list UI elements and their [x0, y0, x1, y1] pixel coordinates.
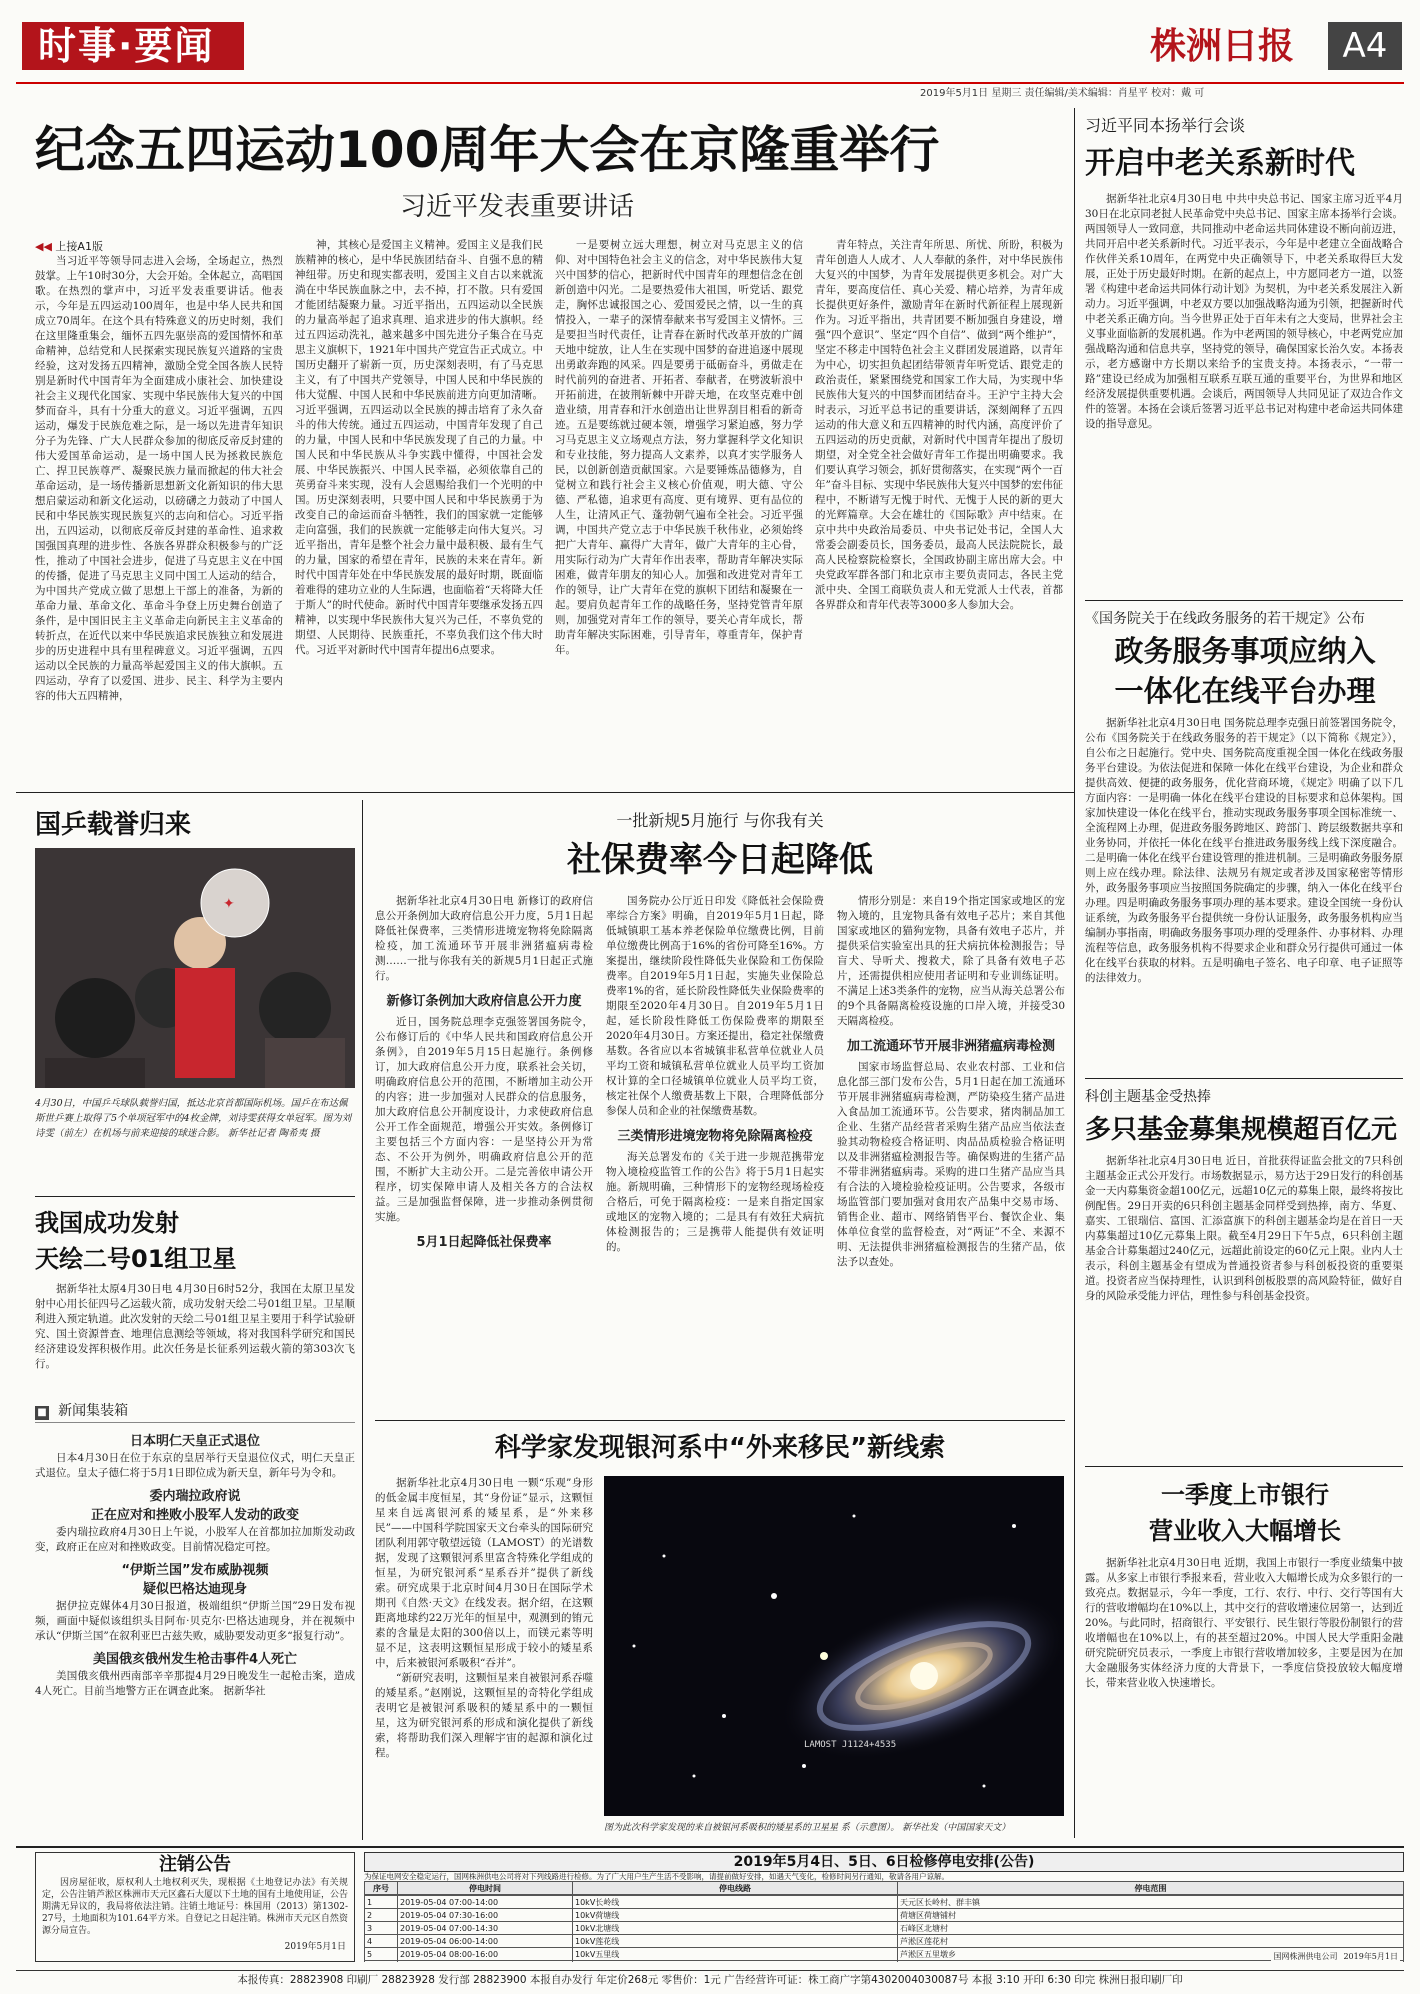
kechuang-title: 多只基金募集规模超百亿元 [1085, 1115, 1398, 1145]
divider [1085, 600, 1403, 601]
dateline: 2019年5月1日 星期三 责任编辑/美术编辑：肖星平 校对：戴 可 [920, 88, 1205, 99]
pingpong-photo-svg [35, 848, 355, 1088]
galaxy-caption: 图为此次科学家发现的来自被银河系吸积的矮星系的卫星星 系（示意图）。 新华社发（中国国家天文） [604, 1823, 1011, 1833]
table-cell: 芦淞区莲花村 [898, 1935, 1404, 1948]
xi-talks-title: 开启中老关系新时代 [1085, 146, 1355, 181]
xi-talks-body: 据新华社北京4月30日电 中共中央总书记、国家主席习近平4月30日在北京同老挝人民革命党中央总书记、国家主席本扬举行会谈。两国领导人一致同意，共同推动中老命运共同体建设不断向前迈进，共同开启中老关系新时代。习近平表示，今年是中老建立全面战略合作伙伴关系10周年，在两党中央正确领导下，中老关系取得巨大发展，正处于历史最好时期。在新的起点上，中方愿同老方一道，以签署《构建中老命运共同体行动计划》为契机，为中老关系发展注入新动力。习近平强调，中老双方要以加强战略沟通为引领，把握新时代中老关系正确方向。当今世界正处于百年未有之大变局，世界社会主义事业面临新的发展机遇。作为中老两国的领导核心，中老两党应加强战略沟通和信息共享，坚持党的领导，确保国家长治久安。本扬表示，老方感谢中方长期以来给予的宝贵支持。本扬表示，“一带一路”建设已经成为加强相互联系互联互通的重要平台，为世界和地区经济发展提供重要机遇。会谈后，两国领导人共同见证了双边合作文件的签署。本扬在会谈后签署习近平总书记对构建中老命运共同体建设的指导意见。 [1085, 193, 1403, 430]
satellite-body: 据新华社太原4月30日电 4月30日6时52分，我国在太原卫星发射中心用长征四号乙运载火箭，成功发射天绘二号01组卫星。卫星顺利进入预定轨道。此次发射的天绘二号01组卫星主要用于科学试验研究、国土资源普查、地理信息测绘等领域，将对我国科学研究和国民经济建设发挥积极作用。此次任务是长征系列运载火箭的第303次飞行。 [35, 1283, 355, 1370]
social-kicker: 一批新规5月施行 与你我有关 [616, 811, 824, 830]
lead-title: 纪念五四运动100周年大会在京隆重举行 [35, 121, 940, 179]
digest-item-title: 委内瑞拉政府说 正在应对和挫败小股军人发动的政变 [90, 1489, 299, 1523]
table-cell: 2 [365, 1909, 398, 1922]
continued-label: 上接A1版 [55, 240, 103, 253]
lead-column-4: 青年特点，关注青年所思、所忧、所盼，积极为青年创造人人成才、人人奉献的条件，对中华民族伟大复兴的中国梦，为青年发展提供更多机会。对广大青年，要高度信任、真心关爱、精心培养，为青年成长提供更好条件，激励青年在新时代新征程上展现新作为。习近平指出，共青团要不断加强自身建设，增强“四个意识”、坚定“四个自信”、做到“两个维护”，坚定不移走中国特色社会主义群团发展道路，以青年为中心，切实担负起团结带领青年听党话、跟党走的政治责任，紧紧围绕党和国家工作大局，为实现中华民族伟大复兴的中国梦而团结奋斗。王沪宁主持大会时表示，习近平总书记的重要讲话，深刻阐释了五四运动的伟大意义和五四精神的时代内涵，高度评价了五四运动的历史贡献，对新时代中国青年提出了殷切期望，对全党全社会做好青年工作提出明确要求。我们要认真学习领会，抓好贯彻落实，在实现“两个一百年”奋斗目标、实现中华民族伟大复兴中国梦的宏伟征程中，不断谱写无愧于时代、无愧于人民的新的更大的光辉篇章。大会在雄壮的《国际歌》声中结束。在京中共中央政治局委员、中央书记处书记，全国人大常委会副委员长，国务委员，最高人民法院院长，最高人民检察院检察长，全国政协副主席出席大会。中央党政军群各部门和北京市主要负责同志，各民主党派中央、全国工商联负责人和无党派人士代表，首都各界群众和青年代表等3000多人参加大会。 [815, 239, 1063, 611]
bank-title-2: 营业收入大幅增长 [1149, 1517, 1341, 1545]
table-cell: 2019-05-04 06:00-14:00 [398, 1935, 573, 1948]
table-cell: 10kV北塘线 [573, 1922, 898, 1935]
gov-service-body: 据新华社北京4月30日电 国务院总理李克强日前签署国务院令，公布《国务院关于在线政务服务的若干规定》（以下简称《规定》），自公布之日起施行。党中央、国务院高度重视全国一体化在线政务服务平台建设。为依法促进和保障一体化在线平台建设，为企业和群众提供高效、便捷的政务服务，优化营商环境，《规定》明确了以下几方面内容：一是明确一体化在线平台建设的目标要求和总体架构。国家加快建设一体化在线平台，推动实现政务服务事项全国标准统一、全流程网上办理，促进政务服务跨地区、跨部门、跨层级数据共享和业务协同，并依托一体化在线平台推进政务服务线上线下深度融合。二是明确一体化在线平台建设管理的推进机制。三是明确政务服务原则上应在线办理。除法律、法规另有规定或者涉及国家秘密等情形外，政务服务事项应当按照国务院确定的步骤，纳入一体化在线平台办理。四是明确政务服务事项办理的基本要求。建设全国统一身份认证系统，为政务服务平台提供统一身份认证服务，政务服务机构应当编制办事指南，明确政务服务事项办理的受理条件、办事材料、办理流程等信息，政务服务机构不得要求企业和群众另行提供可通过一体化在线平台获取的材料。五是明确电子签名、电子印章、电子证照等的法律效力。 [1085, 717, 1403, 984]
pingpong-photo [35, 848, 355, 1088]
continued-marker [35, 238, 155, 254]
gov-service-kicker: 《国务院关于在线政务服务的若干规定》公布 [1085, 611, 1365, 627]
table-row [365, 1961, 1404, 1963]
digest-item-title: “伊斯兰国”发布威胁视频 疑似巴格达迪现身 [121, 1563, 269, 1597]
divider [1085, 1078, 1403, 1079]
social-intro: 据新华社北京4月30日电 新修订的政府信息公开条例加大政府信息公开力度，5月1日起降低社保费率，三类情形进境宠物将免除隔离检疫，加工流通环节开展非洲猪瘟病毒检测……一批与你我有关的新规5月1日起正式施行。 [375, 895, 593, 982]
social-sub-4: 加工流通环节开展非洲猪瘟病毒检测 [846, 1039, 1055, 1054]
galaxy-body-a: 据新华社北京4月30日电 一颗“乐观”身形的低金属丰度恒星，其“身份证”显示，这颗恒星来自远离银河系的矮星系，是“外来移民”——中国科学院国家天文台牵头的国际研究团队利用郭守敬望远镜（LAMOST）的光谱数据，发现了这颗银河系里富含特殊化学组成的恒星，为研究银河系“星系吞并”提供了新线索。研究成果于北京时间4月30日在国际学术期刊《自然·天文》在线发表。据介绍，在这颗距离地球约22万光年的恒星中，观测到的铕元素的含量是太阳的300倍以上，而镁元素等明显不足，这表明这颗恒星形成于较小的矮星系中，后来被银河系吸积“吞并”。 [375, 1477, 593, 1669]
table-cell: 芦淞区五里墩乡 [898, 1948, 1404, 1961]
table-cell [573, 1961, 898, 1963]
table-cell: 2019-05-04 07:00-14:30 [398, 1922, 573, 1935]
social-sub-3: 三类情形进境宠物将免除隔离检疫 [617, 1129, 813, 1144]
column-divider [362, 800, 363, 1840]
gov-service-title-1: 政务服务事项应纳入 [1114, 634, 1376, 668]
divider [375, 1420, 1065, 1421]
digest-item-text: 美国俄亥俄州西南部辛辛那提4月29日晚发生一起枪击案，造成4人死亡。目前当地警方正在调查此案。 据新华社 [35, 1670, 355, 1697]
divider [1085, 1466, 1403, 1467]
notice-box [35, 1852, 355, 1962]
table-cell [365, 1961, 398, 1963]
table-header: 停电范围 [898, 1882, 1404, 1895]
lead-subtitle: 习近平发表重要讲话 [400, 192, 635, 222]
table-cell: 10kV五里线 [573, 1948, 898, 1961]
digest-item-text: 委内瑞拉政府4月30日上午说，小股军人在首都加拉加斯发动政变，政府正在应对和挫败政变。目前情况稳定可控。 [35, 1526, 355, 1553]
social-col-1 [375, 894, 593, 1414]
galaxy-image [604, 1476, 1064, 1816]
table-cell: 石峰区北塘村 [898, 1922, 1404, 1935]
table-header: 停电线路 [573, 1882, 898, 1895]
table-row [365, 1935, 1404, 1948]
outage-signature-org: 国网株洲供电公司 [1273, 1952, 1338, 1961]
table-header: 序号 [365, 1882, 398, 1895]
lead-column-3: 一是要树立远大理想，树立对马克思主义的信仰、对中国特色社会主义的信念，对中华民族伟大复兴中国梦的信心，把新时代中国青年的理想信念在创新创造中闪光。二是要热爱伟大祖国，听党话、跟党走，胸怀忠诚报国之心、爱国爱民之情，以一生的真情投入，一辈子的深情奉献来书写爱国主义情怀。三是要担当时代责任，让青春在新时代改革开放的广阔天地中绽放，让人生在实现中国梦的奋进追逐中展现出勇敢奔跑的风采。四是要勇于砥砺奋斗，勇做走在时代前列的奋进者、开拓者、奉献者，在劈波斩浪中开拓前进，在披荆斩棘中开辟天地，在攻坚克难中创造业绩，用青春和汗水创造出让世界刮目相看的新奇迹。五是要练就过硬本领，增强学习紧迫感，努力学习马克思主义立场观点方法，努力掌握科学文化知识和专业技能，努力提高人文素养，以真才实学服务人民，以创新创造贡献国家。六是要锤炼品德修为，自觉树立和践行社会主义核心价值观，明大德、守公德、严私德，追求更有高度、更有境界、更有品位的人生，让清风正气、蓬勃朝气遍布全社会。习近平强调，中国共产党立志于中华民族千秋伟业，必须始终把广大青年、赢得广大青年，做广大青年的主心骨，用实际行动为广大青年作出表率，帮助青年解决实际困难，做青年朋友的知心人。加强和改进党对青年工作的领导，让广大青年在党的旗帜下团结和凝聚在一起。要肩负起青年工作的战略任务，坚持党管青年原则，加强党对青年工作的领导，要关心青年成长，帮助青年解决实际困难，引导青年，尊重青年，保护青年。 [555, 239, 803, 656]
page-number: A4 [1328, 22, 1402, 70]
galaxy-title: 科学家发现银河系中“外来移民”新线索 [494, 1433, 946, 1463]
table-cell: 1 [365, 1896, 398, 1909]
digest-item-text: 日本4月30日在位于东京的皇居举行天皇退位仪式，明仁天皇正式退位。皇太子德仁将于5月1日即位成为新天皇，新年号为令和。 [35, 1452, 355, 1479]
kechuang-body: 据新华社北京4月30日电 近日，首批获得证监会批文的7只科创主题基金正式公开发行。市场数据显示，易方达于29日发行的科创基金一天内募集资金超100亿元，远超10亿元的募集上限，最终将按比例配售。29日开卖的6只科创主题基金同样受到热捧，南方、华夏、嘉实、工银瑞信、富国、汇添富旗下的科创主题基金均是在首日一天内募集超过10亿元募集上限。截至4月29日下午5点，6只科创主题基金合计募集超过240亿元，远超此前设定的60亿元上限。业内人士表示，科创主题基金有望成为普通投资者参与科创板投资的重要渠道。投资者应当保持理性，认识到科创板股票的高风险特征，做好自身的风险承受能力评估，理性参与科创基金投资。 [1085, 1155, 1403, 1302]
news-digest-label: 新闻集装箱 [58, 1403, 129, 1419]
table-cell: 天元区长岭村、群丰镇 [898, 1896, 1404, 1909]
table-header: 停电时间 [398, 1882, 573, 1895]
galaxy-text-col [375, 1476, 593, 1838]
table-cell: 2019-05-04 07:00-14:00 [398, 1896, 573, 1909]
divider [16, 792, 1074, 793]
news-digest-header [35, 1400, 355, 1423]
digest-icon: ■ [35, 1406, 49, 1420]
bank-title-1: 一季度上市银行 [1161, 1481, 1329, 1509]
table-cell: 4 [365, 1935, 398, 1948]
digest-item-text: 据伊拉克媒体4月30日报道，极端组织“伊斯兰国”29日发布视频，画面中疑似该组织头目阿布·贝克尔·巴格达迪现身，并在视频中承认“伊斯兰国”在叙利亚巴古兹失败，威胁要发动更多“报复行动”。 [35, 1600, 355, 1642]
digest-item-title: 美国俄亥俄州发生枪击事件4人死亡 [92, 1652, 298, 1667]
kechuang-kicker: 科创主题基金受热捧 [1085, 1089, 1211, 1105]
social-body-d: 海关总署发布的《关于进一步规范携带宠物入境检疫监管工作的公告》将于5月1日起实施。新规明确，三种情形下的宠物经现场检疫合格后，可免于隔离检疫：一是来自指定国家或地区的宠物入境的；二是具有有效狂犬病抗体检测报告的；三是携带人能提供有效证明的。 [606, 1151, 824, 1253]
paper-name: 株洲日报 [1150, 25, 1295, 67]
table-row [365, 1909, 1404, 1922]
table-cell: 10kV莲花线 [573, 1935, 898, 1948]
table-row [365, 1948, 1404, 1961]
news-digest-list [35, 1428, 355, 1846]
notice-body: 因房屋征收，原权利人土地权利灭失，现根据《土地登记办法》有关规定，公告注销芦淞区株洲市天元区鑫石大厦以下土地的国有土地使用证，公告期满无异议的，我局将依法注销。注销土地证号：株国用（2013）第1302-27号，土地面积为101.64平方米。自登记之日起注销。株洲市天元区自然资源分局宣告。 [42, 1878, 349, 1936]
table-cell: 2019-05-04 07:30-16:00 [398, 1909, 573, 1922]
outage-box [364, 1852, 1404, 1962]
footer-line: 本报传真：28823908 印刷厂 28823928 发行部 28823900 本报自办发行 年定价268元 零售价：1元 广告经营许可证：株工商广字第4302004030087号 本报 3:10 开印 6:30 印完 株洲日报印刷厂印 [16, 1970, 1404, 1989]
table-cell: 3 [365, 1922, 398, 1935]
table-row [365, 1922, 1404, 1935]
table-header-row [365, 1882, 1404, 1895]
table-cell: 2019-05-04 08:00-16:00 [398, 1948, 573, 1961]
table-cell: 10kV长岭线 [573, 1896, 898, 1909]
social-sub-1: 新修订条例加大政府信息公开力度 [386, 994, 582, 1009]
notice-title: 注销公告 [159, 1854, 231, 1875]
column-divider [1074, 108, 1075, 1838]
list-item [35, 1559, 355, 1644]
social-body-c: 国务院办公厅近日印发《降低社会保险费率综合方案》明确，自2019年5月1日起，降低城镇职工基本养老保险单位缴费比例，目前单位缴费比例高于16%的省份可降至16%。方案提出，继续阶段性降低失业保险和工伤保险费率。自2019年5月1日起，实施失业保险总费率1%的省，延长阶段性降低失业保险费率的期限至2020年4月30日。自2019年5月1日起，延长阶段性降低工伤保险费率的期限至2020年4月30日。方案还提出，稳定社保缴费基数。各省应以本省城镇非私营单位就业人员平均工资和城镇私营单位就业人员平均工资加权计算的全口径城镇单位就业人员平均工资，核定社保个人缴费基数上下限，合理降低部分参保人员和企业的社保缴费基数。 [606, 895, 824, 1117]
outage-title: 2019年5月4日、5日、6日检修停电安排(公告) [364, 1852, 1404, 1872]
social-col-3 [837, 894, 1065, 1414]
table-cell: 10kV荷塘线 [573, 1909, 898, 1922]
section-tag: 时事·要闻 [22, 22, 244, 70]
gov-service-title-2: 一体化在线平台办理 [1114, 674, 1376, 708]
social-sub-2: 5月1日起降低社保费率 [416, 1235, 552, 1250]
social-body-f: 国家市场监督总局、农业农村部、工业和信息化部三部门发布公告，5月1日起在加工流通环节开展非洲猪瘟病毒检测，严防染疫生猪产品进入食品加工流通环节。公告要求，猪肉制品加工企业、生猪产品经营者采购生猪产品应当依法查验其动物检疫合格证明、肉品品质检验合格证明以及非洲猪瘟检测报告等。确保购进的生猪产品不带非洲猪瘟病毒。采购的进口生猪产品应当具有合法的入境检验检疫证明。公告要求，各级市场监管部门要加强对食用农产品集中交易市场、销售企业、超市、网络销售平台、餐饮企业、集体单位食堂的监督检查，对“两证”不全、来源不明、无法提供非洲猪瘟检测报告的生猪产品，依法予以查处。 [837, 1061, 1065, 1268]
galaxy-image-label: LAMOST J1124+4535 [804, 1740, 897, 1750]
list-item [35, 1430, 355, 1481]
divider [16, 1846, 1404, 1848]
galaxy-body-b: “新研究表明，这颗恒星来自被银河系吞噬的矮星系。”赵刚说，这颗恒星的奇特化学组成表明它是被银河系吸积的矮星系中的一颗恒星，这为研究银河系的形成和演化提供了新线索，将帮助我们深入理解宇宙的起源和演化过程。 [375, 1672, 593, 1759]
table-cell: 荷塘区荷塘铺村 [898, 1909, 1404, 1922]
pingpong-caption: 4月30日，中国乒乓球队载誉归国，抵达北京首都国际机场。国乒在布达佩斯世乒赛上取得了5个单项冠军中的4枚金牌，刘诗雯获得女单冠军。图为刘诗雯（前左）在机场与前来迎接的球迷合影。 新华社记者 陶希夷 摄 [35, 1098, 352, 1139]
outage-signature [1271, 1951, 1400, 1962]
table-row [365, 1896, 1404, 1909]
social-body-e: 情形分别是：来自19个指定国家或地区的宠物入境的，且宠物具备有效电子芯片；来自其他国家或地区的猫狗宠物，具备有效电子芯片，并提供采信实验室出具的狂犬病抗体检测报告；导盲犬、导听犬、搜救犬，除了具备有效电子芯片，还需提供相应使用者证明和专业训练证明。不满足上述3类条件的宠物，应当从海关总署公布的9个具备隔离检疫设施的口岸入境，并接受30天隔离检疫。 [837, 895, 1065, 1027]
list-item [35, 1485, 355, 1555]
outage-subtitle: 为保证电网安全稳定运行，国网株洲供电公司将对下列线路进行检修。为了广大用户生产生活不受影响，请提前做好安排，如遇天气变化，检修时间另行通知，敬请各用户谅解。 [364, 1872, 949, 1881]
social-body-b: 近日，国务院总理李克强签署国务院令，公布修订后的《中华人民共和国政府信息公开条例》，自2019年5月15日起施行。条例修订，加大政府信息公开力度，联系社会关切，明确政府信息公开的范围，不断增加主动公开的内容；进一步加强对人民群众的信息服务，加大政府信息公开制度设计，力求使政府信息公开工作全面规范，增强公开实效。条例修订主要包括三个方面内容：一是坚持公开为常态、不公开为例外，明确政府信息公开的范围，不断扩大主动公开。二是完善依申请公开程序，切实保障申请人及相关各方的合法权益。三是加强监督保障，进一步推动条例贯彻实施。 [375, 1016, 593, 1223]
outage-signature-date: 2019年5月1日 [1343, 1952, 1398, 1961]
table-cell [398, 1961, 573, 1963]
svg-text:✦: ✦ [223, 896, 235, 912]
pingpong-title: 国乒载誉归来 [35, 810, 192, 840]
bank-body: 据新华社北京4月30日电 近期，我国上市银行一季度业绩集中披露。从多家上市银行季报来看，营业收入大幅增长成为众多银行的一致亮点。数据显示，今年一季度，工行、农行、中行、交行等国有大行的营收增幅均在10%以上，其中交行的营收增速位居第一，达到近20%。与此同时，招商银行、平安银行、民生银行等股份制银行的营收增幅也在10%以上，有的甚至超过20%。中国人民大学重阳金融研究院研究员表示，一季度上市银行营收增加较多，主要是因为在加大金融服务实体经济力度的大背景下，一季度信贷投放较大幅度增长，带来营业收入快速增长。 [1085, 1557, 1403, 1689]
divider [35, 1196, 355, 1197]
social-col-2 [606, 894, 824, 1414]
social-title: 社保费率今日起降低 [567, 840, 873, 880]
lead-column-1: 当习近平等领导同志进入会场，全场起立，热烈鼓掌。上午10时30分，大会开始。全体起立，高唱国歌。在热烈的掌声中，习近平发表重要讲话。他表示，今年是五四运动100周年，也是中华人民共和国成立70周年。在这个具有特殊意义的历史时刻，我们在这里隆重集会，缅怀五四先驱崇高的爱国情怀和革命精神，总结党和人民探索实现民族复兴道路的宝贵经验，这对发扬五四精神，激励全党全国各族人民特别是新时代中国青年为全面建成小康社会、加快建设社会主义现代化国家、实现中华民族伟大复兴的中国梦而奋斗，具有十分重大的意义。习近平强调，五四运动，爆发于民族危难之际，是一场以先进青年知识分子为先锋、广大人民群众参加的彻底反帝反封建的伟大爱国革命运动，是一场中国人民为拯救民族危亡、捍卫民族尊严、凝聚民族力量而掀起的伟大社会革命运动，是一场传播新思想新文化新知识的伟大思想启蒙运动和新文化运动，以磅礴之力鼓动了中国人民和中华民族实现民族复兴的志向和信心。习近平指出，五四运动，以彻底反帝反封建的革命性、追求救国强国真理的进步性、各族各界群众积极参与的广泛性，推动了中国社会进步，促进了马克思主义在中国的传播，促进了马克思主义同中国工人运动的结合，为中国共产党成立做了思想上干部上的准备，为新的革命力量、革命文化、革命斗争登上历史舞台创造了条件，是中国旧民主主义革命走向新民主主义革命的转折点，在近代以来中华民族追求民族独立和发展进步的历史进程中具有里程碑意义。习近平强调，五四运动以全民族的力量高举起爱国主义的伟大旗帜。五四运动，孕育了以爱国、进步、民主、科学为主要内容的伟大五四精神， [35, 255, 283, 702]
digest-item-title: 日本明仁天皇正式退位 [129, 1434, 260, 1449]
outage-rows [364, 1895, 1404, 1962]
satellite-title-2: 天绘二号01组卫星 [35, 1245, 237, 1273]
notice-date: 2019年5月1日 [284, 1942, 346, 1952]
lead-column-2: 神，其核心是爱国主义精神。爱国主义是我们民族精神的核心，是中华民族团结奋斗、自强不息的精神纽带。历史和现实都表明，爱国主义自古以来就流淌在中华民族血脉之中，去不掉，打不散。只有爱国才能团结凝聚力量。习近平指出，五四运动以全民族的力量高举起了追求真理、追求进步的伟大旗帜。经过五四运动洗礼，越来越多中国先进分子集合在马克思主义旗帜下，1921年中国共产党宣告正式成立。中国历史翻开了崭新一页，历史深刻表明，有了马克思主义，有了中国共产党领导，中国人民和中华民族的伟大觉醒、中国人民和中华民族前进方向更加清晰。习近平强调，五四运动以全民族的搏击培育了永久奋斗的伟大传统。通过五四运动，中国青年发现了自己的力量，中国人民和中华民族发现了自己的力量。中国人民和中华民族从斗争实践中懂得，中国社会发展、中华民族振兴、中国人民幸福，必须依靠自己的英勇奋斗来实现，没有人会恩赐给我们一个光明的中国。历史深刻表明，只要中国人民和中华民族勇于为改变自己的命运而奋斗牺牲，我们的国家就一定能够走向富强，我们的民族就一定能够走向伟大复兴。习近平指出，青年是整个社会力量中最积极、最有生气的力量，国家的希望在青年，民族的未来在青年。新时代中国青年处在中华民族发展的最好时期，既面临着难得的建功立业的人生际遇，也面临着“天将降大任于斯人”的时代使命。新时代中国青年要继承发扬五四精神，以实现中华民族伟大复兴为己任，不辜负党的期望、人民期待、民族重托，不辜负我们这个伟大时代。习近平对新时代中国青年提出6点要求。 [295, 239, 543, 656]
satellite-title-1: 我国成功发射 [35, 1209, 179, 1237]
galaxy-image-svg [604, 1476, 1064, 1816]
table-cell: 5 [365, 1948, 398, 1961]
outage-table [364, 1881, 1404, 1895]
xi-talks-kicker: 习近平同本扬举行会谈 [1085, 116, 1246, 135]
arrow-left-icon: ◀◀ [35, 240, 52, 253]
list-item [35, 1648, 355, 1699]
